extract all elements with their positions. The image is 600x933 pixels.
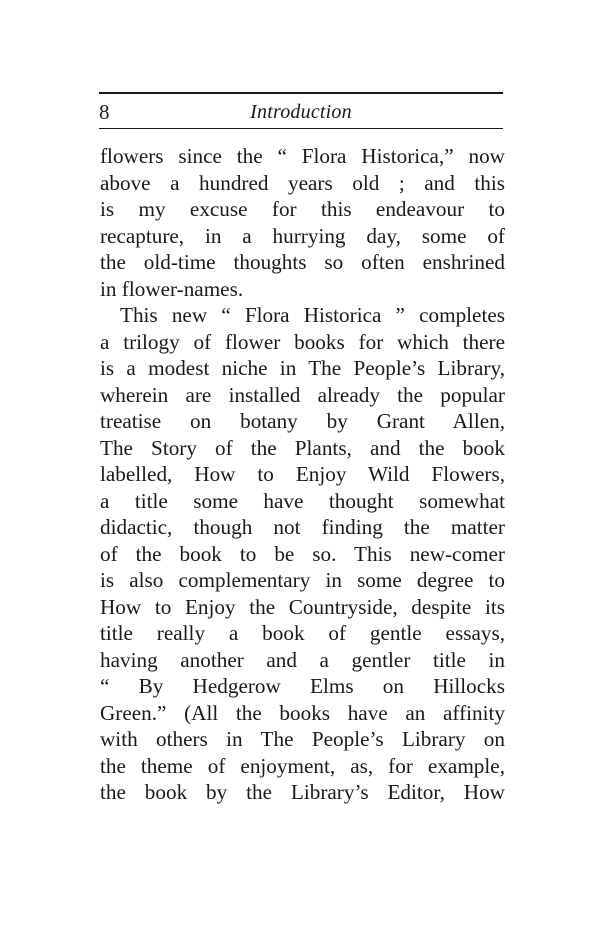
text-line: Green.” (All the books have an affinity [100, 700, 505, 725]
text-line: above a hundred years old ; and this [100, 170, 505, 195]
text-line: didactic, though not finding the matter [100, 515, 505, 539]
text-line: is a modest niche in The People’s Library, [100, 356, 505, 380]
text-line: in flower-names. [100, 276, 244, 301]
text-line: recapture, in a hurrying day, some of [100, 223, 505, 248]
body-text [100, 143, 505, 806]
text-line: having another and a gentler title in [100, 647, 505, 672]
text-line: the theme of enjoyment, as, for example, [100, 753, 505, 778]
text-line: How to Enjoy the Countryside, despite its [100, 594, 505, 619]
text-line: wherein are installed already the popular [100, 382, 505, 407]
text-line: flowers since the “ Flora Historica,” now [100, 144, 505, 168]
text-line: labelled, How to Enjoy Wild Flowers, [100, 462, 505, 486]
text-line: a trilogy of flower books for which there [100, 329, 505, 354]
text-line: treatise on botany by Grant Allen, [100, 409, 505, 433]
text-line: a title some have thought somewhat [100, 488, 505, 513]
top-rule [99, 92, 503, 94]
text-line: the old-time thoughts so often enshrined [100, 250, 505, 274]
text-line: is also complementary in some degree to [100, 568, 505, 592]
text-line: “ By Hedgerow Elms on Hillocks [100, 674, 505, 698]
text-line: of the book to be so. This new-comer [100, 541, 505, 566]
running-title: Introduction [250, 101, 352, 123]
running-head [99, 99, 503, 125]
text-line: title really a book of gentle essays, [100, 621, 505, 645]
text-line: with others in The People’s Library on [100, 727, 505, 751]
text-line: The Story of the Plants, and the book [100, 435, 505, 460]
text-line: the book by the Library’s Editor, How [100, 780, 505, 804]
header-rule [99, 128, 503, 129]
text-line: is my excuse for this endeavour to [100, 197, 505, 221]
page-number: 8 [99, 100, 110, 124]
text-line: This new “ Flora Historica ” completes [120, 303, 505, 327]
